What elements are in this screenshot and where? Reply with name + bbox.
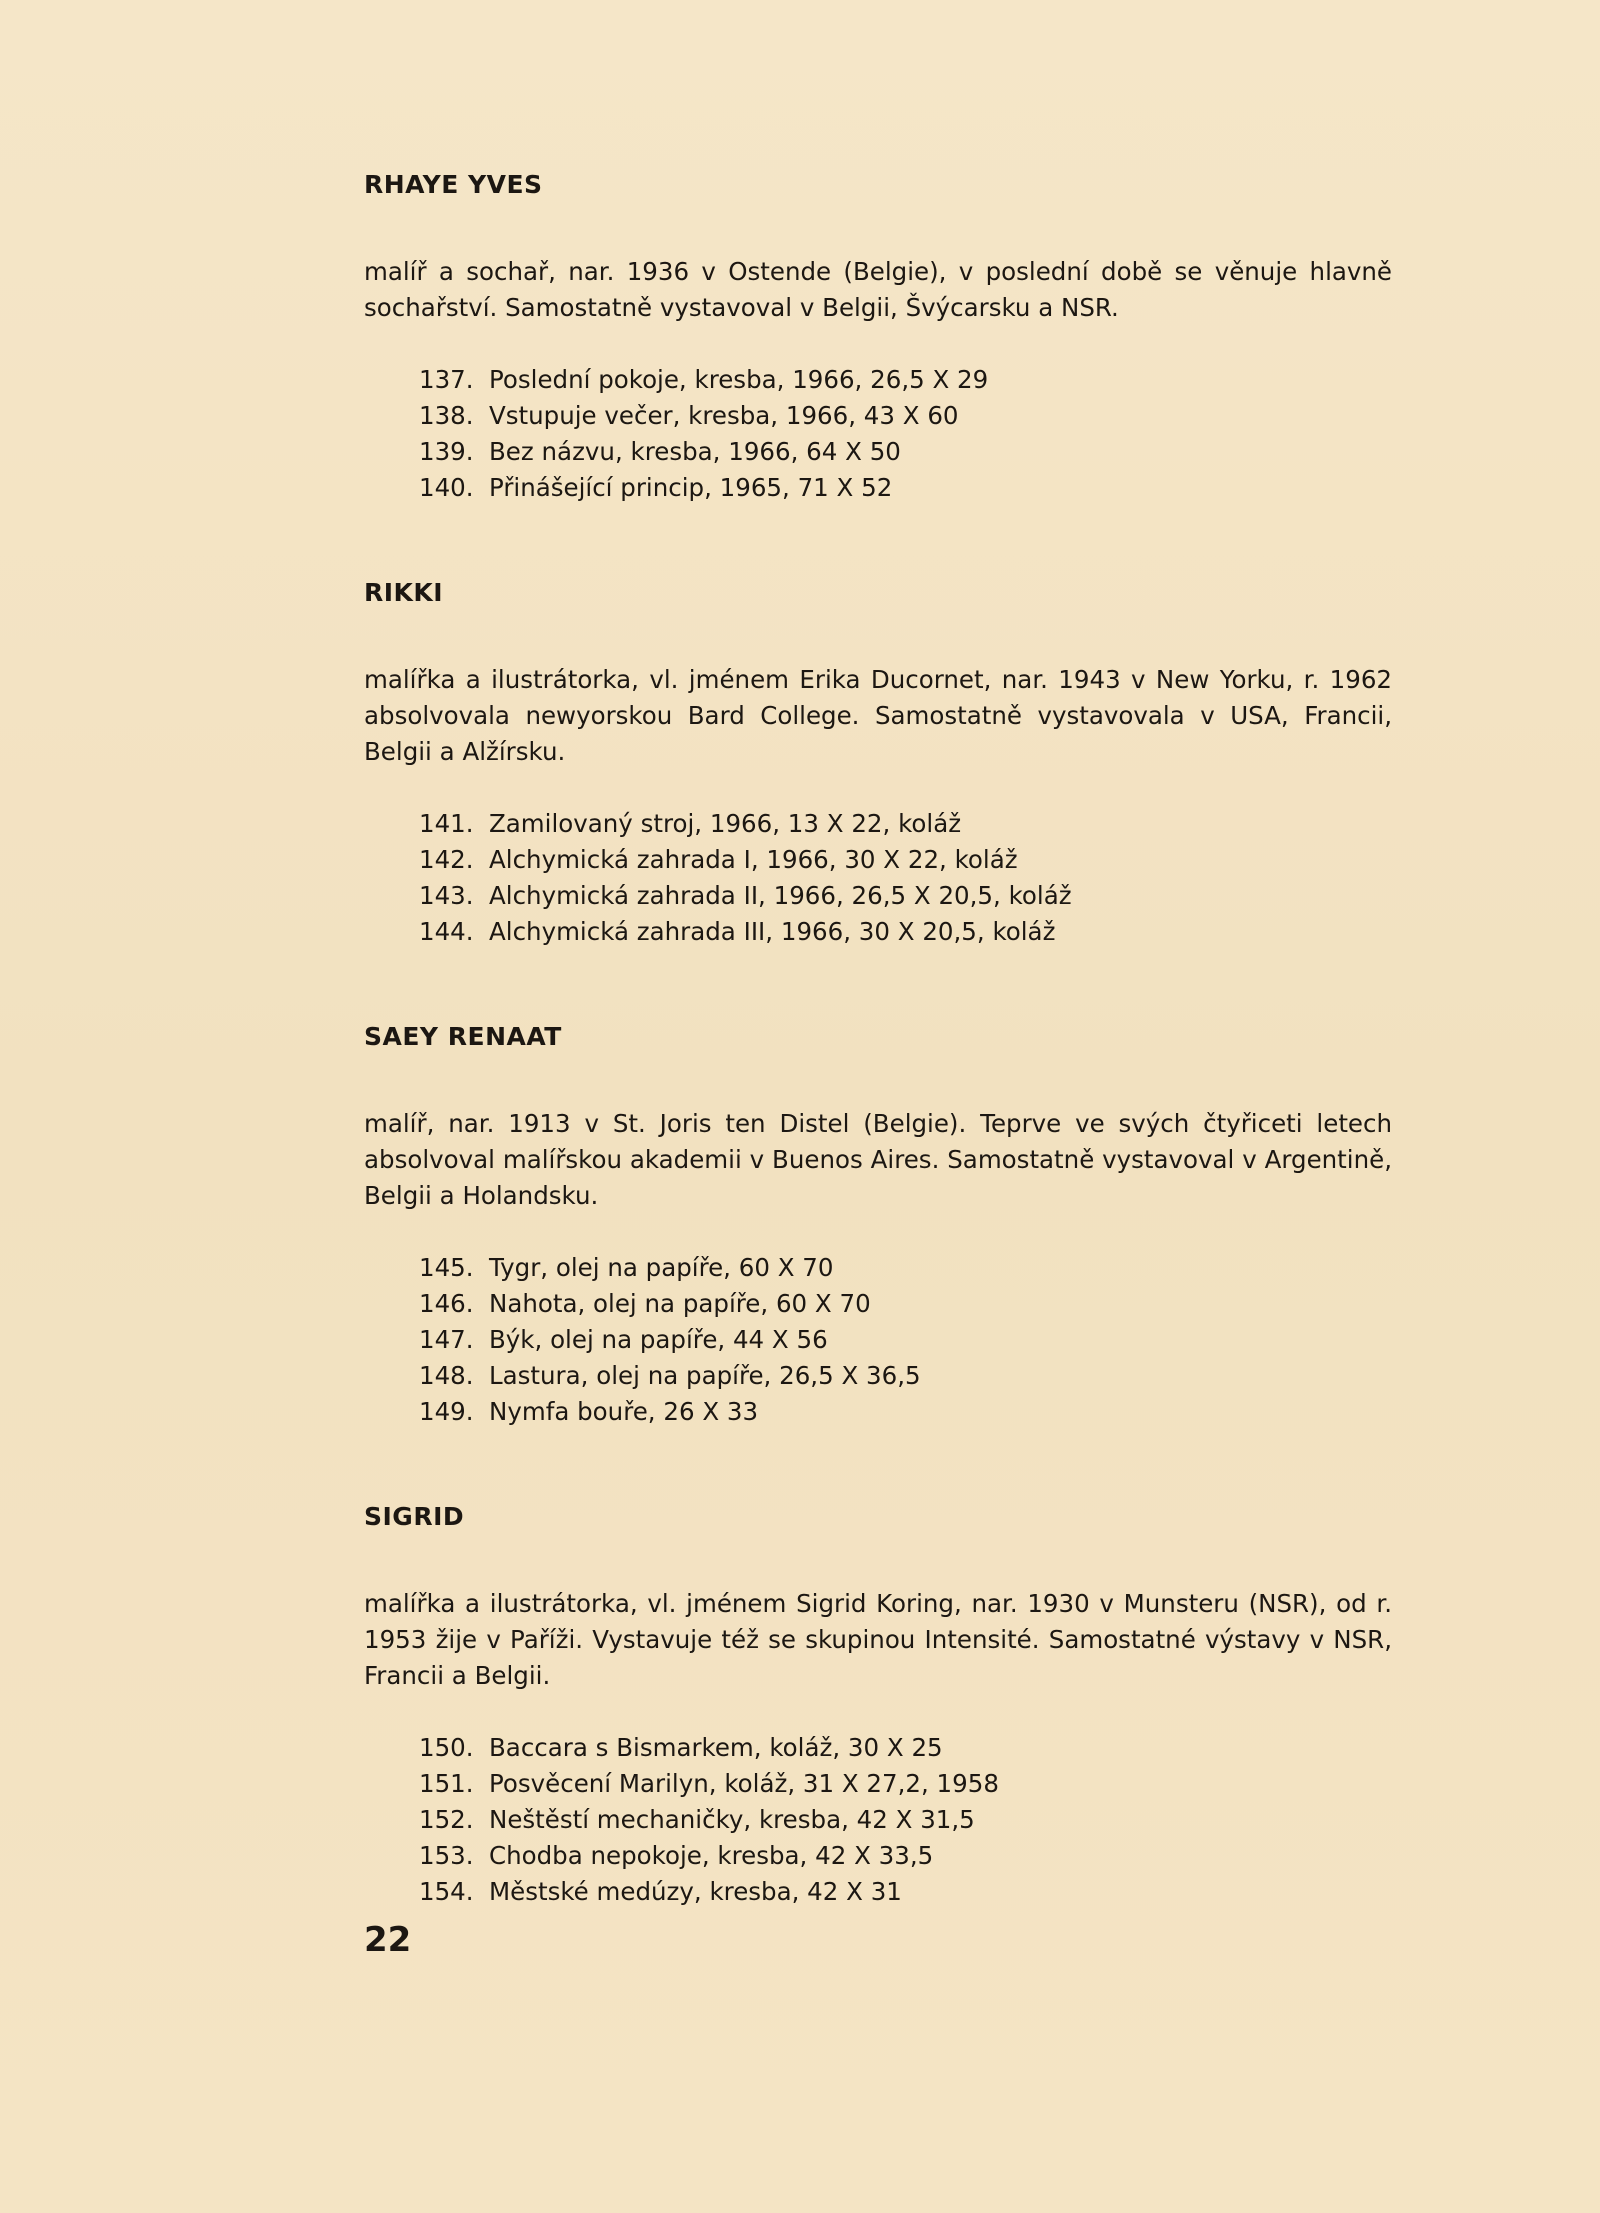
- work-title: Vstupuje večer, kresba, 1966, 43 X 60: [489, 401, 959, 430]
- artist-bio: malíř, nar. 1913 v St. Joris ten Distel (Belgie). Teprve ve svých čtyřiceti letech absolvoval malířskou akademii v Buenos Aires. Samostatně vystavoval v Argentině, Belgii a Holandsku.: [364, 1109, 1392, 1210]
- artist-name: SAEY RENAAT: [364, 1022, 562, 1051]
- work-number: 149.: [419, 1397, 474, 1426]
- work-title: Baccara s Bismarkem, koláž, 30 X 25: [489, 1733, 943, 1762]
- work-number: 141.: [419, 809, 474, 838]
- work-number: 146.: [419, 1289, 474, 1318]
- work-item: [419, 1250, 1392, 1286]
- work-item: [419, 1730, 1392, 1766]
- work-item: [419, 914, 1392, 950]
- work-number: 151.: [419, 1769, 474, 1798]
- artist-section: [364, 576, 1392, 1020]
- work-item: [419, 434, 1392, 470]
- work-number: 145.: [419, 1253, 474, 1282]
- work-title: Lastura, olej na papíře, 26,5 X 36,5: [489, 1361, 921, 1390]
- artist-bio: malířka a ilustrátorka, vl. jménem Erika Ducornet, nar. 1943 v New Yorku, r. 1962 absolvovala newyorskou Bard College. Samostatně vystavovala v USA, Francii, Belgii a Alžírsku.: [364, 665, 1392, 766]
- section-spacer: [364, 506, 1392, 576]
- work-number: 144.: [419, 917, 474, 946]
- work-title: Zamilovaný stroj, 1966, 13 X 22, koláž: [489, 809, 962, 838]
- artist-section: [364, 1500, 1392, 1910]
- work-number: 152.: [419, 1805, 474, 1834]
- work-title: Nymfa bouře, 26 X 33: [489, 1397, 759, 1426]
- artist-bio: malířka a ilustrátorka, vl. jménem Sigrid Koring, nar. 1930 v Munsteru (NSR), od r. 1953 žije v Paříži. Vystavuje též se skupinou Intensité. Samostatné výstavy v NSR, Francii a Belgii.: [364, 1589, 1392, 1690]
- works-list: [364, 1730, 1392, 1910]
- work-title: Chodba nepokoje, kresba, 42 X 33,5: [489, 1841, 934, 1870]
- work-title: Bez názvu, kresba, 1966, 64 X 50: [489, 437, 901, 466]
- work-item: [419, 1322, 1392, 1358]
- artist-name: RHAYE YVES: [364, 170, 543, 199]
- work-item: [419, 470, 1392, 506]
- work-item: [419, 1766, 1392, 1802]
- work-number: 137.: [419, 365, 474, 394]
- section-spacer: [364, 1430, 1392, 1500]
- work-title: Nahota, olej na papíře, 60 X 70: [489, 1289, 871, 1318]
- work-title: Tygr, olej na papíře, 60 X 70: [489, 1253, 834, 1282]
- artist-section: [364, 168, 1392, 576]
- page-number: 22: [364, 1920, 412, 1960]
- work-title: Městské medúzy, kresba, 42 X 31: [489, 1877, 902, 1906]
- work-title: Přinášející princip, 1965, 71 X 52: [489, 473, 893, 502]
- work-item: [419, 1394, 1392, 1430]
- work-item: [419, 1838, 1392, 1874]
- work-item: [419, 1802, 1392, 1838]
- work-number: 153.: [419, 1841, 474, 1870]
- work-item: [419, 878, 1392, 914]
- section-spacer: [364, 950, 1392, 1020]
- works-list: [364, 806, 1392, 950]
- work-title: Neštěstí mechaničky, kresba, 42 X 31,5: [489, 1805, 975, 1834]
- work-title: Alchymická zahrada II, 1966, 26,5 X 20,5, koláž: [489, 881, 1072, 910]
- work-number: 143.: [419, 881, 474, 910]
- work-number: 148.: [419, 1361, 474, 1390]
- catalog-content: [364, 168, 1392, 1910]
- work-item: [419, 1358, 1392, 1394]
- work-number: 138.: [419, 401, 474, 430]
- work-number: 150.: [419, 1733, 474, 1762]
- artist-name: SIGRID: [364, 1502, 465, 1531]
- work-item: [419, 842, 1392, 878]
- work-number: 142.: [419, 845, 474, 874]
- artist-section: [364, 1020, 1392, 1500]
- work-number: 147.: [419, 1325, 474, 1354]
- work-title: Alchymická zahrada III, 1966, 30 X 20,5, koláž: [489, 917, 1056, 946]
- works-list: [364, 1250, 1392, 1430]
- work-title: Posvěcení Marilyn, koláž, 31 X 27,2, 1958: [489, 1769, 999, 1798]
- work-item: [419, 362, 1392, 398]
- work-number: 154.: [419, 1877, 474, 1906]
- works-list: [364, 362, 1392, 506]
- work-item: [419, 398, 1392, 434]
- work-number: 140.: [419, 473, 474, 502]
- artist-name: RIKKI: [364, 578, 444, 607]
- work-item: [419, 1874, 1392, 1910]
- work-title: Býk, olej na papíře, 44 X 56: [489, 1325, 828, 1354]
- work-item: [419, 1286, 1392, 1322]
- work-item: [419, 806, 1392, 842]
- work-title: Alchymická zahrada I, 1966, 30 X 22, koláž: [489, 845, 1018, 874]
- work-title: Poslední pokoje, kresba, 1966, 26,5 X 29: [489, 365, 989, 394]
- artist-bio: malíř a sochař, nar. 1936 v Ostende (Belgie), v poslední době se věnuje hlavně sochařství. Samostatně vystavoval v Belgii, Švýcarsku a NSR.: [364, 257, 1392, 322]
- work-number: 139.: [419, 437, 474, 466]
